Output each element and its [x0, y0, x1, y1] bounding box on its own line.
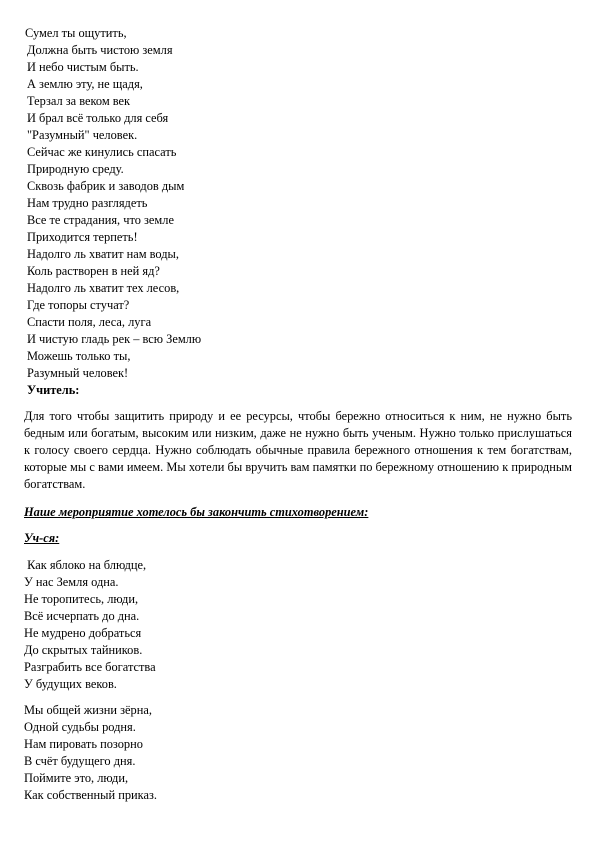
poem-line: Надолго ль хватит нам воды, [27, 247, 179, 261]
poem-line: Разграбить все богатства [24, 660, 156, 674]
poem-line: А землю эту, не щадя, [27, 77, 143, 91]
teacher-paragraph: Для того чтобы защитить природу и ее ресурсы, чтобы бережно относиться к ним, не нужно быть бедным или богатым, высоким или низким, даже не нужно быть ученым. Нужно только прислушаться к голосу своего сердца. Нужно соблюдать обычные правила бережного отношения к тем богатствам, которые мы с вами имеем. Мы хотели бы вручить вам памятки по бережному отношению к природным богатствам. [24, 409, 572, 491]
poem-line: Как яблоко на блюдце, [24, 558, 147, 572]
poem-line: Спасти поля, леса, луга [27, 315, 152, 329]
poem-line: И брал всё только для себя [27, 111, 169, 125]
poem-line: Терзал за веком век [27, 94, 131, 108]
poem-line: И небо чистым быть. [27, 60, 139, 74]
poem-line: Одной судьбы родня. [24, 720, 136, 734]
poem-line: Природную среду. [27, 162, 124, 176]
poem-line: Можешь только ты, [27, 349, 131, 363]
poem-line: И чистую гладь рек – всю Землю [27, 332, 202, 346]
poem-line: Как собственный приказ. [24, 788, 158, 802]
poem-line: У нас Земля одна. [24, 575, 119, 589]
poem-line: Надолго ль хватит тех лесов, [27, 281, 180, 295]
poem-line: Должна быть чистою земля [27, 43, 173, 57]
poem-line: Мы общей жизни зёрна, [24, 703, 152, 717]
poem-line: Сквозь фабрик и заводов дым [27, 179, 185, 193]
poem-line: Приходится терпеть! [27, 230, 138, 244]
poem-line: Нам пировать позорно [24, 737, 143, 751]
poem-line: Коль растворен в ней яд? [27, 264, 160, 278]
poem-line: В счёт будущего дня. [24, 754, 136, 768]
poem-line: "Разумный" человек. [27, 128, 138, 142]
poem-line: До скрытых тайников. [24, 643, 143, 657]
poem-line: У будущих веков. [24, 677, 117, 691]
poem-line: Поймите это, люди, [24, 771, 129, 785]
poem-line: Сумел ты ощутить, [25, 26, 127, 40]
poem-line: Сейчас же кинулись спасать [27, 145, 177, 159]
poem-line: Разумный человек! [27, 366, 129, 380]
poem-line: Нам трудно разглядеть [27, 196, 148, 210]
closing-note: Наше мероприятие хотелось бы закончить стихотворением: [24, 505, 369, 519]
poem-line: Все те страдания, что земле [27, 213, 174, 227]
teacher-label: Учитель: [27, 383, 80, 397]
students-label: Уч-ся: [24, 531, 60, 545]
poem-line: Всё исчерпать до дна. [24, 609, 140, 623]
poem-line: Где топоры стучат? [27, 298, 130, 312]
poem-line: Не мудрено добраться [24, 626, 142, 640]
poem-line: Не торопитесь, люди, [24, 592, 139, 606]
